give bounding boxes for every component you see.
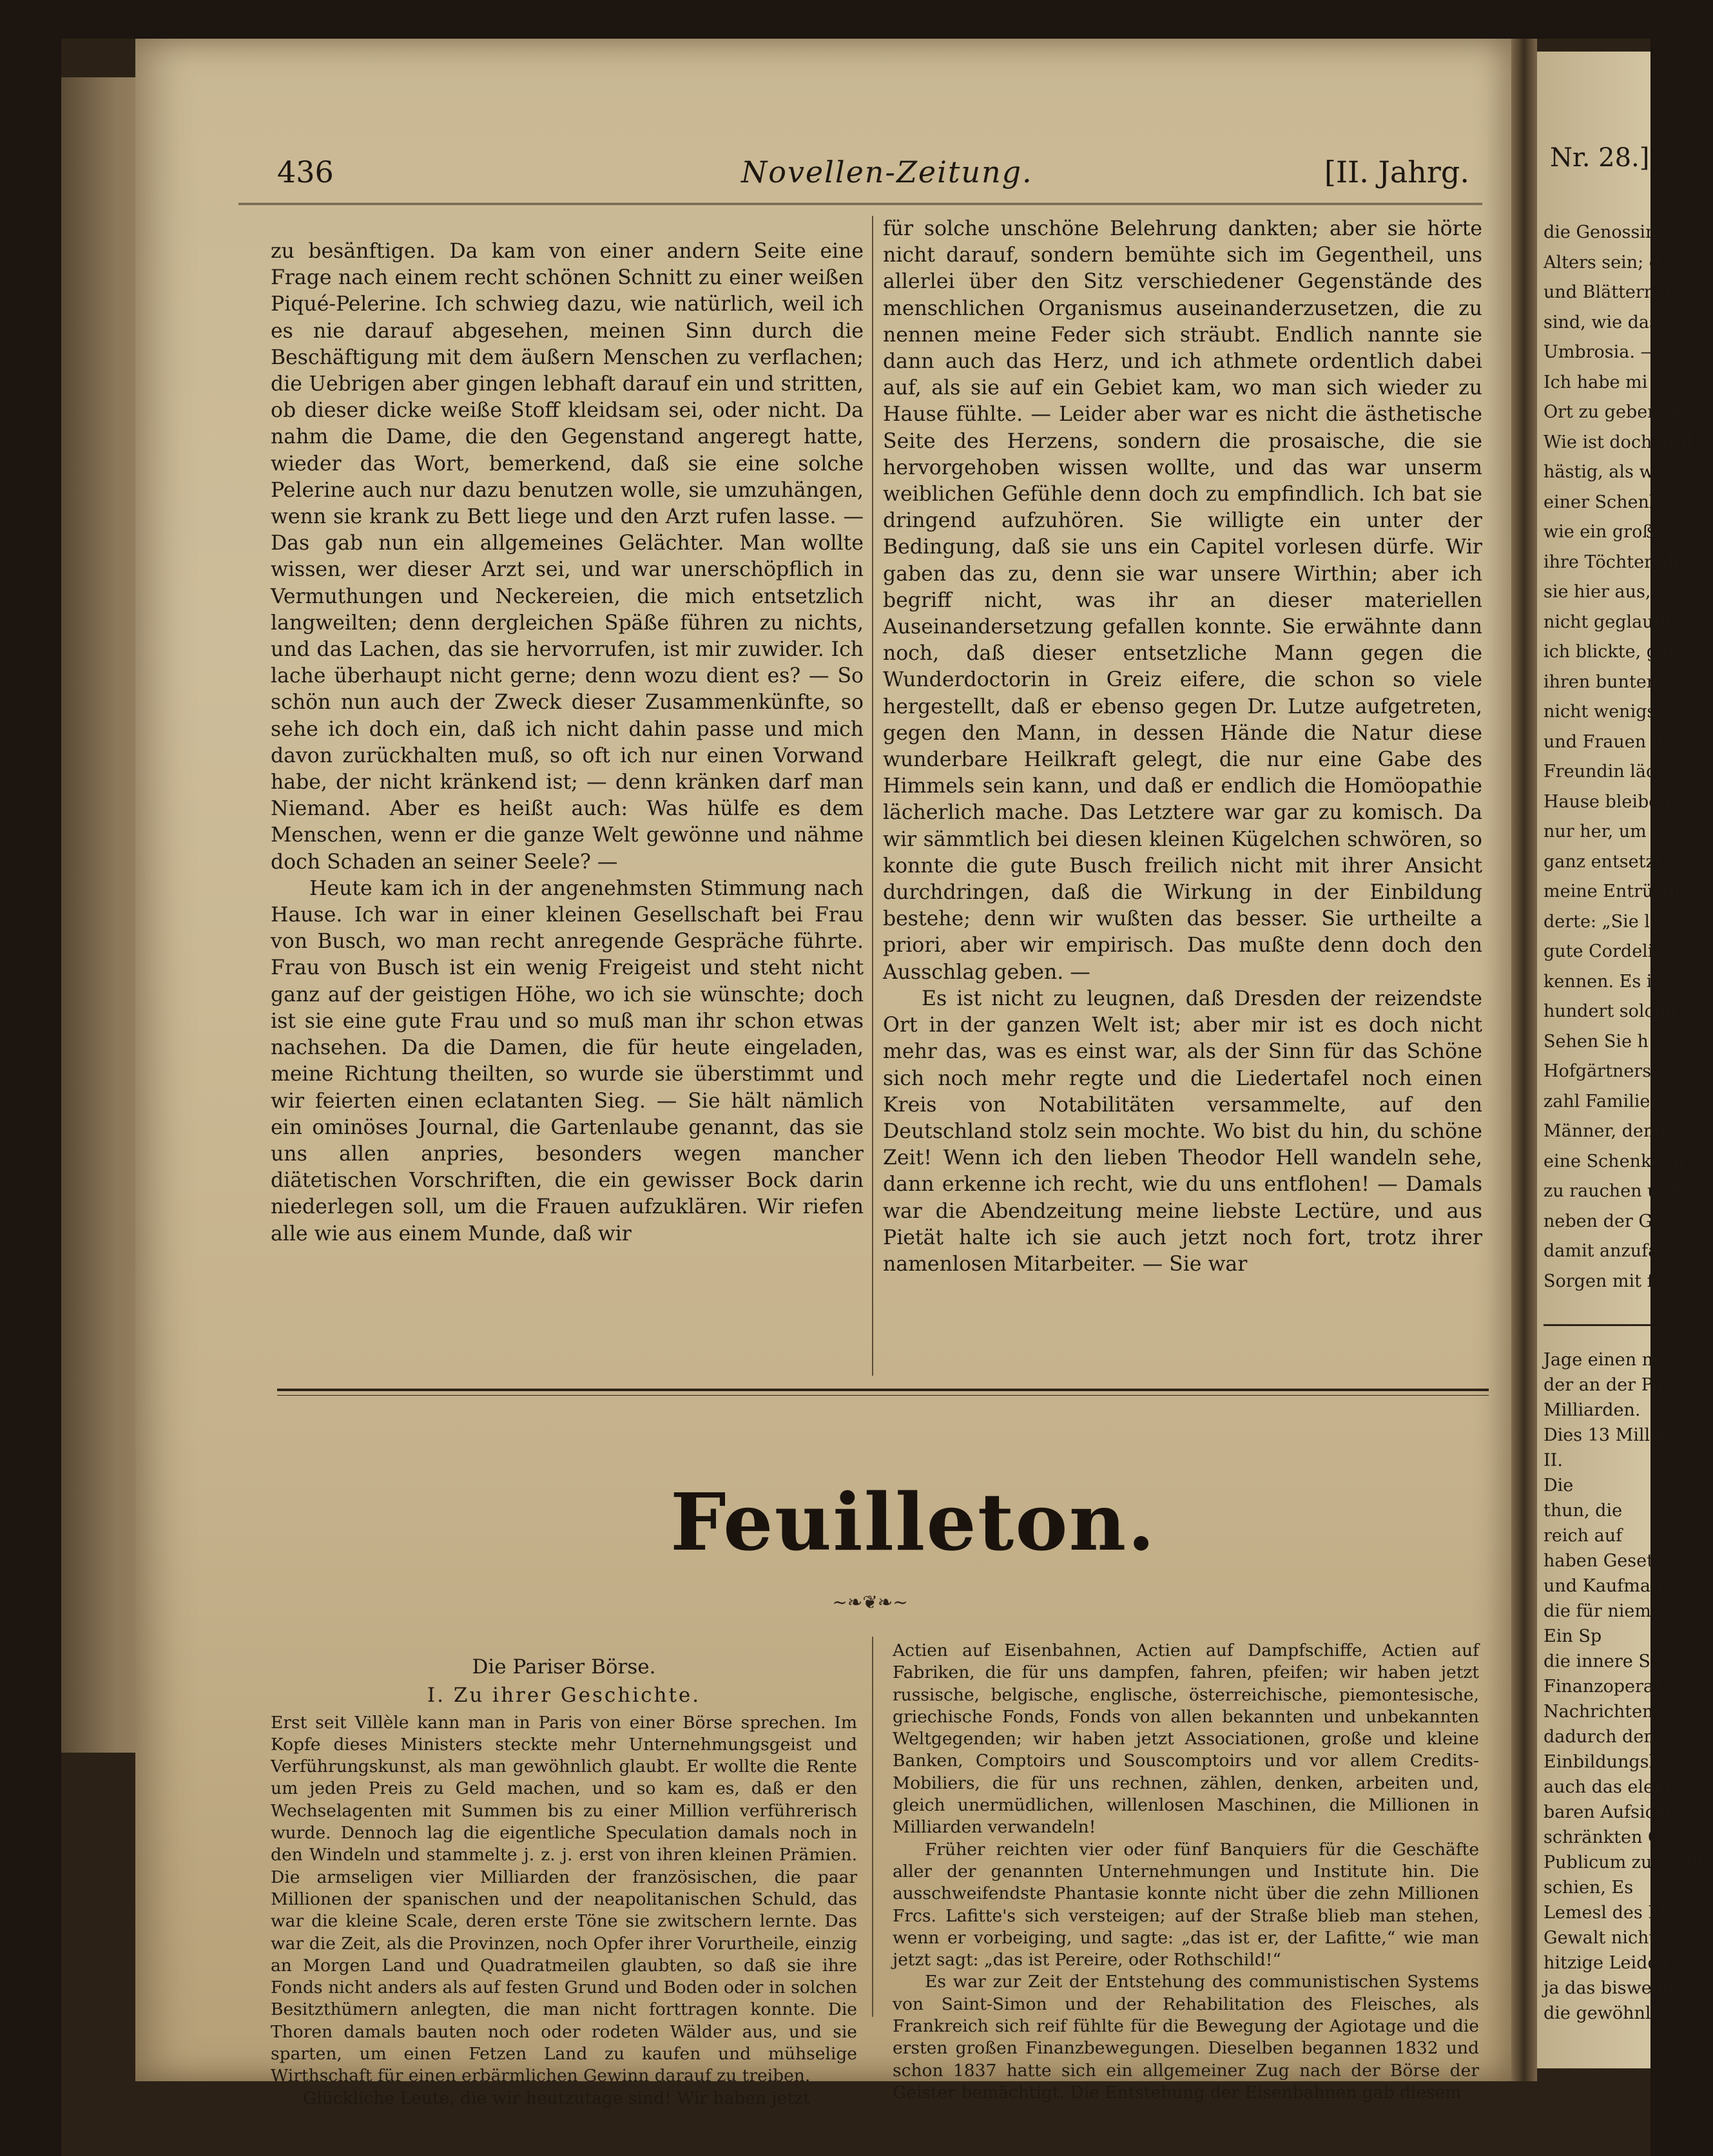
right-page-line: die innere S	[1544, 1651, 1650, 1671]
right-page-line: Alters sein; d	[1544, 252, 1661, 273]
feuilleton-column-right	[893, 1640, 1479, 2104]
right-page-line: ihre Töchter all	[1544, 552, 1679, 572]
paragraph: Erst seit Villèle kann man in Paris von einer Börse sprechen. Im Kopfe dieses Ministers steckte mehr Unternehmungsgeist und Verführungskunst, als man gewöhnlich glaubt. Er wollte die Rente um jeden Preis zu Geld machen, und so kam es, daß er den Wechselagenten mit Summen bis zu einer Million verführerisch wurde. Dennoch lag die eigentliche Speculation damals noch in den Windeln und stammelte j. z. j. erst von ihren kleinen Prämien. Die armseligen vier Milliarden der französischen, die paar Millionen der spanischen und der neapolitanischen Schuld, das war die kleine Scale, deren erste Töne sie zwitschern lernte. Das war die Zeit, als die Provinzen, noch Opfer ihrer Vorurtheile, einzig an Morgen Land und Quadratmeilen glaubten, so daß sie ihre Fonds nicht anders als auf festen Grund und Boden oder in solchen Besitzthümern anlegten, die man nicht forttragen konnte. Die Thoren damals bauten noch oder rodeten Wälder aus, und sie sparten, um einen Fetzen Land zu kaufen und mühselige Wirthschaft für einen erbärmlichen Gewinn darauf zu treiben.	[271, 1712, 857, 2086]
right-page-line: haben Gesetz	[1544, 1551, 1663, 1571]
right-page-line: schränkten Gew	[1544, 1827, 1687, 1847]
right-page-line: schien, Es	[1544, 1878, 1634, 1898]
paragraph: für solche unschöne Belehrung dankten; aber sie hörte nicht darauf, sondern bemühte sich im Gegentheil, uns allerlei über den Sitz verschiedener Gegenstände des menschlichen Organismus auseinanderzusetzen, die zu nennen meine Feder sich sträubt. Endlich nannte sie dann auch das Herz, und ich athmete ordentlich dabei auf, als sie auf ein Gebiet kam, wo man sich wieder zu Hause fühlte. — Leider aber war es nicht die ästhetische Seite des Herzens, sondern die prosaische, die sie hervorgehoben wissen wollte, und das war unserm weiblichen Gefühle denn doch zu empfindlich. Ich bat sie dringend aufzuhören. Sie willigte ein unter der Bedingung, daß sie uns ein Capitel vorlesen dürfe. Wir gaben das zu, denn sie war unsere Wirthin; aber ich begriff nicht, was ihr an dieser materiellen Auseinandersetzung gefallen konnte. Sie erwähnte dann noch, daß dieser entsetzliche Mann gegen die Wunderdoctorin in Greiz eifere, die schon so viele hergestellt, daß er ebenso gegen Dr. Lutze aufgetreten, gegen den Mann, in dessen Hände die Natur diese wunderbare Heilkraft gelegt, die nur eine Gabe des Himmels sein kann, und daß er endlich die Homöopathie lächerlich mache. Das Letztere war gar zu komisch. Da wir sämmtlich bei diesen kleinen Kügelchen schwören, so konnte die gute Busch freilich nicht mit ihrer Ansicht durchdringen, daß die Wirkung in der Einbildung bestehe; denn wir wußten das besser. Sie urtheilte a priori, aber wir empirisch. Das mußte denn doch den Ausschlag geben. —	[883, 217, 1482, 984]
column-divider	[872, 1637, 873, 2017]
paragraph: Heute kam ich in der angenehmsten Stimmung nach Hause. Ich war in einer kleinen Gesellschaft bei Frau von Busch, wo man recht anregende Gespräche führte. Frau von Busch ist ein wenig Freigeist und steht nicht ganz auf der geistigen Höhe, wo ich sie wünschte; doch ist sie eine gute Frau und so muß man ihr schon etwas nachsehen. Da die Damen, die für heute eingeladen, meine Richtung theilten, so wurde sie überstimmt und wir feierten einen eclatanten Sieg. — Sie hält nämlich ein ominöses Journal, die Gartenlaube genannt, das sie uns allen anpries, besonders wegen mancher diätetischen Vorschriften, die ein gewisser Bock darin niederlegen soll, um die Frauen aufzuklären. Wir riefen alle wie aus einem Munde, daß wir	[271, 876, 864, 1246]
right-page-line: meine Entrüstu	[1544, 881, 1681, 901]
right-page-line: Lemesl des M	[1544, 1903, 1666, 1923]
right-page-line: zahl Familien	[1544, 1091, 1661, 1112]
right-page-line: und Blättern d	[1544, 282, 1672, 302]
right-page-line: Freundin läch	[1544, 762, 1667, 782]
paragraph: Es ist nicht zu leugnen, daß Dresden der reizendste Ort in der ganzen Welt ist; aber mir ist es doch nicht mehr das, was es einst war, als der Sinn für das Schöne sich noch mehr regte und die Liedertafel noch einen Kreis von Notabilitäten versammelte, auf den Deutschland stolz sein mochte. Wo bist du hin, du schöne Zeit! Wenn ich den lieben Theodor Hell wandeln sehe, dann erkenne ich recht, wie du uns entflohen! — Damals war die Abendzeitung meine liebste Lectüre, und aus Pietät halte ich sie auch jetzt noch fort, trotz ihrer namenlosen Mitarbeiter. — Sie war	[883, 987, 1482, 1276]
right-page-line: baren Aufsicht	[1544, 1802, 1673, 1822]
right-page-line: die für niema	[1544, 1601, 1662, 1621]
right-page-line: Männer, dene	[1544, 1121, 1665, 1141]
right-page-line: eine Schenke, u	[1544, 1151, 1684, 1171]
right-page-line: Ein Sp	[1544, 1626, 1602, 1646]
right-page-line: ihren bunten	[1544, 671, 1658, 692]
right-page-line: Wie ist doch Mill	[1544, 432, 1692, 452]
right-page-line: nur her, um z	[1544, 822, 1661, 842]
right-page-line: kennen. Es i	[1544, 971, 1652, 992]
right-page-line: und Kaufman	[1544, 1576, 1662, 1596]
right-page-line: Umbrosia. —	[1544, 342, 1658, 362]
article-title: Die Pariser Börse.	[472, 1655, 656, 1679]
right-page-line: neben der Ga	[1544, 1211, 1663, 1231]
right-page-line: derte: „Sie le	[1544, 911, 1660, 932]
right-page-line: sie hier aus,	[1544, 582, 1651, 602]
paragraph: Glückliche Leute, die wir heutzutage sind! Wir haben jetzt	[303, 2088, 810, 2108]
right-page-line: Dies 13 Millia	[1544, 1425, 1666, 1445]
right-page-line: Ich habe mi	[1544, 372, 1648, 392]
right-page-line: Hofgärtners,	[1544, 1061, 1657, 1081]
right-page-line: Ort zu geben, w	[1544, 402, 1685, 422]
feuilleton-column-left	[271, 1656, 857, 2110]
newspaper-title: Novellen-Zeitung.	[741, 155, 1033, 189]
paragraph: Actien auf Eisenbahnen, Actien auf Dampfschiffe, Actien auf Fabriken, die für uns dampfen, fahren, pfeifen; wir haben jetzt russische, belgische, englische, österreichische, piemontesische, griechische Fonds, Fonds von allen bekannten und unbekannten Weltgegenden; wir haben jetzt Associationen, große und kleine Banken, Comptoirs und Souscomptoirs und vor allem Credits-Mobiliers, die für uns rechnen, zählen, denken, arbeiten und, gleich unermüdlichen, willenlosen Maschinen, die Millionen in Milliarden verwandeln!	[893, 1641, 1479, 1838]
right-page-line: Gewalt nicht	[1544, 1928, 1656, 1948]
right-page-line: Die	[1544, 1476, 1574, 1496]
right-page-line: und Frauen g	[1544, 731, 1663, 752]
right-page-line: Publicum zu verbie	[1544, 1853, 1713, 1872]
right-page-line: auch das elekt	[1544, 1777, 1672, 1797]
right-page-line: Finanzoperat	[1544, 1677, 1661, 1697]
paragraph: Es war zur Zeit der Entstehung des communistischen Systems von Saint-Simon und der Rehabilitation des Fleisches, als Frankreich sich reif fühlte für die Bewegung der Agiotage und die ersten großen Finanzbewegungen. Dieselben begannen 1832 und schon 1837 hatte sich ein allgemeiner Zug nach der Börse der Geister bemächtigt. Die Entstehung der Eisenbahnen gab diesem	[893, 1972, 1479, 2103]
right-page-line: ich blickte, gen	[1544, 642, 1679, 662]
section-rule	[277, 1389, 1489, 1396]
right-page-line: Hause bleiben	[1544, 791, 1670, 812]
article-subtitle: I. Zu ihrer Geschichte.	[427, 1684, 701, 1708]
right-page-line: zu rauchen und	[1544, 1181, 1681, 1201]
right-page-line: ja das bisweile	[1544, 1978, 1673, 1998]
right-page-line: die Genossin m	[1544, 222, 1679, 242]
feuilleton-heading: Feuilleton.	[670, 1476, 1156, 1568]
right-page-line: einer Schenke z	[1544, 492, 1685, 512]
right-page-line: dadurch dem	[1544, 1727, 1660, 1747]
right-page-line: Sehen Sie h	[1544, 1031, 1649, 1052]
right-page-line: thun, die	[1544, 1501, 1623, 1521]
right-page-line: Nachrichten z	[1544, 1702, 1669, 1722]
paragraph: zu besänftigen. Da kam von einer andern Seite eine Frage nach einem recht schönen Schnitt zu einer weißen Piqué-Pelerine. Ich schwieg dazu, wie natürlich, weil ich es nie darauf abgesehen, meinen Sinn durch die Beschäftigung mit dem äußern Menschen zu verflachen; die Uebrigen aber gingen lebhaft darauf ein und stritten, ob dieser dicke weiße Stoff kleidsam sei, oder nicht. Da nahm die Dame, die den Gegenstand angeregt hatte, wieder das Wort, bemerkend, daß sie eine solche Pelerine auch nur dazu benutzen wolle, sie umzuhängen, wenn sie krank zu Bett liege und den Arzt rufen lasse. — Das gab nun ein allgemeines Gelächter. Man wollte wissen, wer dieser Arzt sei, und war unerschöpflich in Vermuthungen und Neckereien, die mich entsetzlich langweilten; denn dergleichen Späße führen zu nichts, und das Lachen, das sie hervorrufen, ist mir zuwider. Ich lache überhaupt nicht gerne; denn wozu dient es? — So schön nun auch der Zweck dieser Zusammenkünfte, so sehe ich doch ein, daß ich nicht dahin passe und mich davon zurückhalten muß, so oft ich nur einen Vorwand habe, der nicht kränkend ist; — denn kränken darf man Niemand. Aber es heißt auch: Was hülfe es dem Menschen, wenn er die ganze Welt gewönne und nähme doch Schaden an seiner Seele? —	[271, 240, 864, 874]
right-page-line: gute Cordelia,	[1544, 941, 1670, 961]
right-page-line: nicht geglaubt	[1544, 611, 1672, 632]
right-page-header: Nr. 28.]	[1550, 143, 1650, 173]
ornament-flourish: ~❧❦❧~	[832, 1592, 908, 1613]
top-column-right	[883, 216, 1482, 1382]
right-page-line: damit anzufan	[1544, 1241, 1670, 1261]
right-page-line: hästig, als w	[1544, 462, 1654, 482]
right-page-line: die gewöhnliche	[1544, 2003, 1688, 2023]
paragraph: Früher reichten vier oder fünf Banquiers für die Geschäfte aller der genannten Unternehmungen und Institute hin. Die ausschweifendste Phantasie konnte nicht über die zehn Millionen Frcs. Lafitte's sich versteigen; auf der Straße blieb man stehen, wenn er vorbeiging, und sagte: „das ist er, der Lafitte,“ wie man jetzt sagt: „das ist Pereire, oder Rothschild!“	[893, 1839, 1479, 1970]
right-page-rule	[1544, 1324, 1650, 1326]
column-divider	[872, 216, 873, 1376]
right-page-line: Milliarden.	[1544, 1400, 1641, 1420]
right-page-line: reich auf	[1544, 1526, 1623, 1546]
right-page-line: der an der Pa	[1544, 1375, 1663, 1395]
page-header	[238, 145, 1482, 205]
top-column-left	[271, 238, 864, 1385]
right-page-line: ganz entsetzt ü	[1544, 851, 1679, 872]
right-page-line: sind, wie das	[1544, 312, 1658, 332]
right-page-line: hitzige Leiden	[1544, 1953, 1669, 1973]
right-page-line: nicht wenigsten	[1544, 702, 1685, 722]
right-page-line: Jage einen neue	[1544, 1350, 1685, 1370]
right-page-line: Einbildungsk	[1544, 1752, 1660, 1772]
right-page-line: Sorgen mit f	[1544, 1271, 1654, 1291]
book-gutter	[1511, 39, 1537, 2081]
right-page-line: wie ein großes	[1544, 522, 1674, 542]
volume-year: [II. Jahrg.	[1324, 155, 1469, 189]
right-page-line: hundert solche	[1544, 1001, 1676, 1021]
page-number: 436	[277, 155, 334, 189]
right-page-line: II.	[1544, 1450, 1563, 1470]
